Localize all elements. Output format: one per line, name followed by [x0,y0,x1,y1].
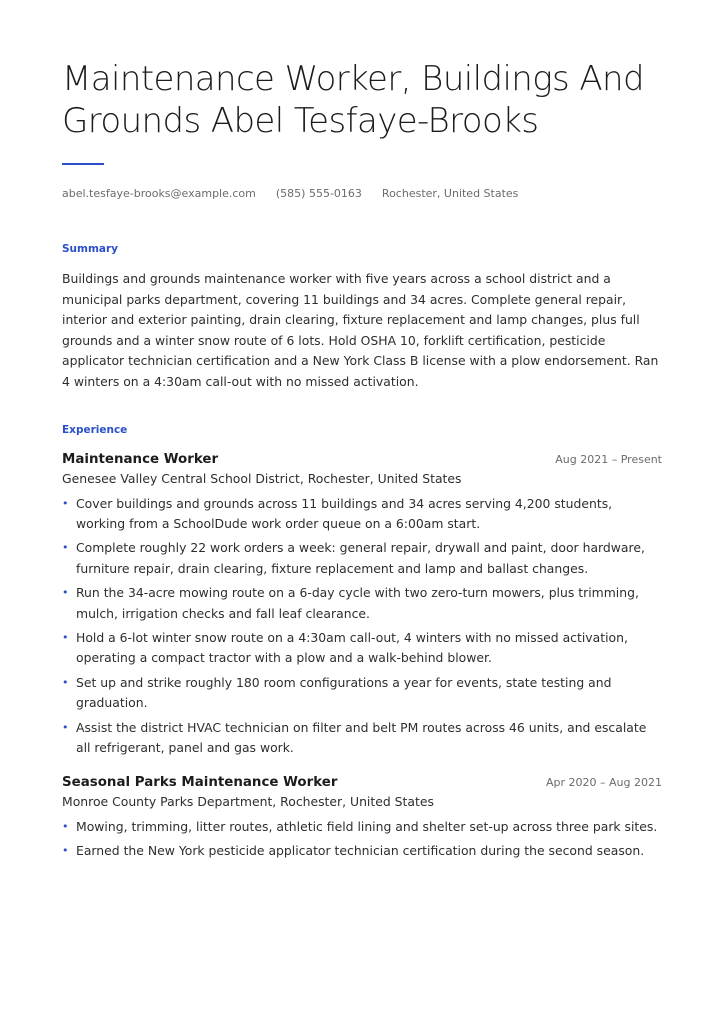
job-bullets [62,494,662,759]
list-item [62,628,662,668]
bullet-dot-icon: • [62,676,69,690]
job-dates: Aug 2021 – Present [555,452,662,466]
bullet-dot-icon: • [62,541,69,555]
list-item [62,583,662,623]
list-item [62,817,662,837]
job-bullets [62,817,662,862]
list-item [62,841,662,861]
summary-heading: Summary [62,243,119,255]
job-title: Maintenance Worker [62,451,219,467]
bullet-text: Earned the New York pesticide applicator technician certification during the second season. [76,843,645,859]
contact-location: Rochester, United States [381,187,519,200]
contact-email[interactable]: abel.tesfaye-brooks@example.com [62,187,256,200]
resume-title: Maintenance Worker, Buildings And Grounds Abel Tesfaye-Brooks [62,59,644,141]
bullet-dot-icon: • [62,631,69,645]
experience-heading: Experience [62,423,128,436]
job-title: Seasonal Parks Maintenance Worker [62,774,338,790]
summary-text: Buildings and grounds maintenance worker with five years across a school district and a municipal parks department, covering 11 buildings and 34 acres. Complete general repair, interior and exterior painting, drain clearing, fixture replacement and lamp changes, plus full grounds and a winter snow route of 6 lots. Hold OSHA 10, forklift certification, pesticide applicator technician certification and a New York Class B license with a plow endorsement. Ran 4 winters on a 4:30am call-out with no missed activation. [62,271,659,389]
bullet-text: Hold a 6-lot winter snow route on a 4:30am call-out, 4 winters with no missed activation, operating a compact tractor with a plow and a walk-behind blower. [76,630,628,666]
bullet-text: Run the 34-acre mowing route on a 6-day cycle with two zero-turn mowers, plus trimming, mulch, irrigation checks and fall leaf clearance. [76,585,639,621]
bullet-dot-icon: • [62,496,69,510]
list-item [62,718,662,758]
job-entry [62,452,662,759]
job-header [62,452,662,467]
list-item [62,673,662,713]
bullet-dot-icon: • [62,586,69,600]
list-item [62,538,662,578]
job-header [62,775,662,790]
contact-phone: (585) 555-0163 [275,187,362,200]
bullet-text: Complete roughly 22 work orders a week: general repair, drywall and paint, door hardware, furniture repair, drain clearing, fixture replacement and lamp and ballast changes. [76,540,645,576]
job-organization: Genesee Valley Central School District, Rochester, United States [62,470,462,486]
job-organization: Monroe County Parks Department, Rochester, United States [62,793,434,809]
contact-line [62,187,662,200]
job-dates: Apr 2020 – Aug 2021 [546,775,662,789]
resume-page [62,58,662,866]
bullet-text: Set up and strike roughly 180 room configurations a year for events, state testing and graduation. [76,675,612,711]
accent-divider [62,163,104,165]
bullet-text: Cover buildings and grounds across 11 buildings and 34 acres serving 4,200 students, working from a SchoolDude work order queue on a 6:00am start. [76,495,613,531]
bullet-text: Assist the district HVAC technician on filter and belt PM routes across 46 units, and escalate all refrigerant, panel and gas work. [76,720,647,756]
bullet-dot-icon: • [62,721,69,735]
bullet-text: Mowing, trimming, litter routes, athletic field lining and shelter set-up across three park sites. [76,818,658,834]
bullet-dot-icon: • [62,844,69,858]
list-item [62,494,662,534]
job-entry [62,775,662,862]
bullet-dot-icon: • [62,819,69,833]
